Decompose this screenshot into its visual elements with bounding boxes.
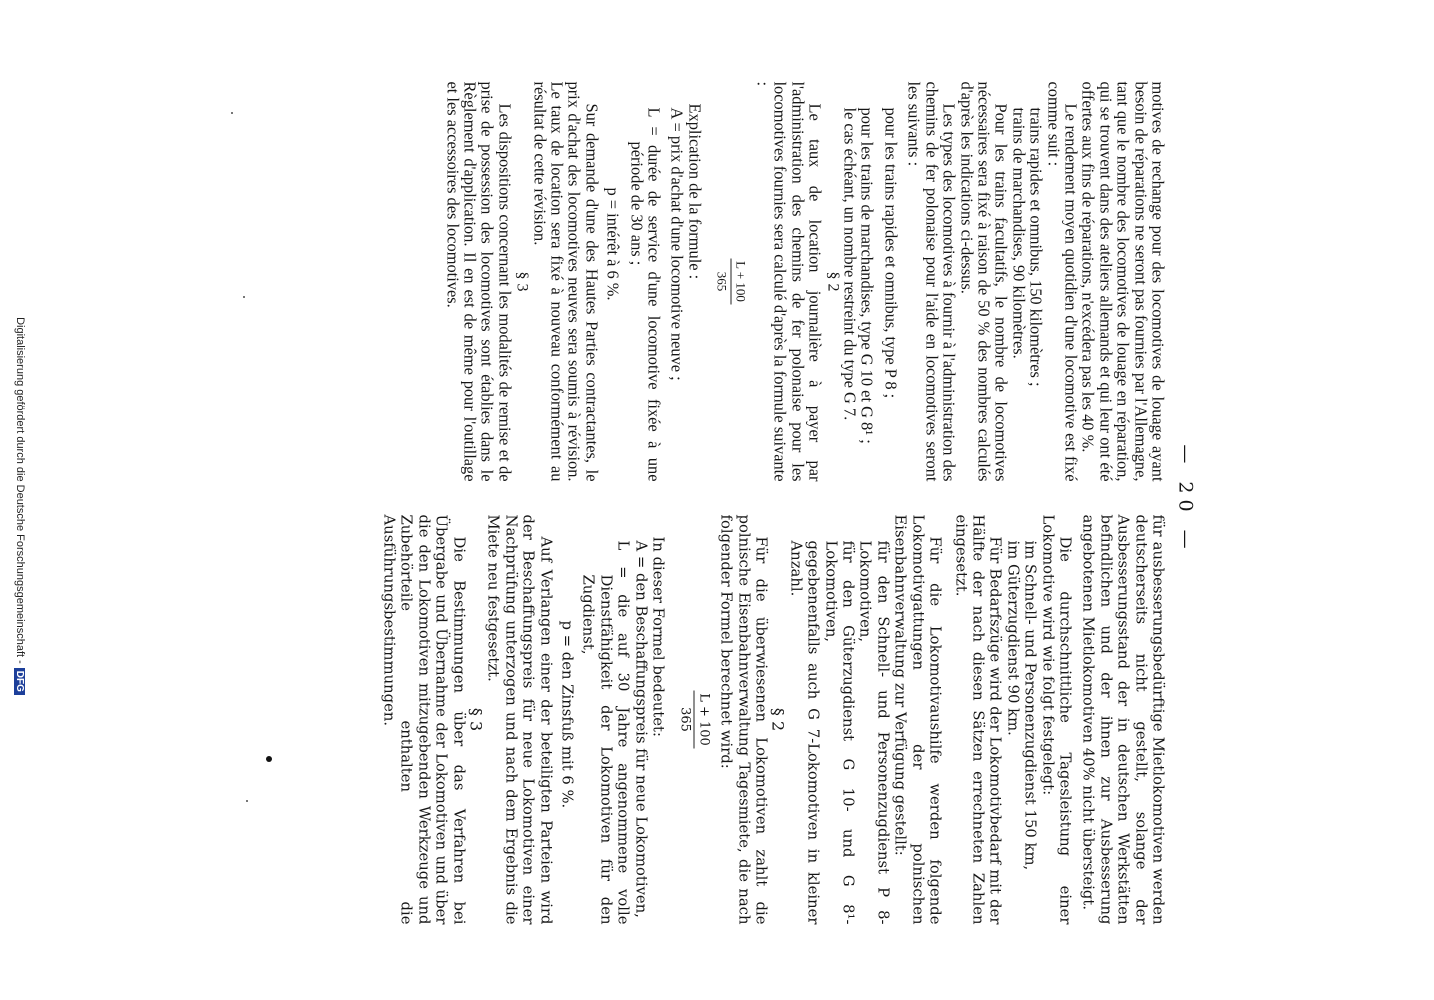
fr-paragraph: Les dispositions concernant les modalités de remise et de prise de possession des locomotives sont établies dans le Règlement d'application. Il en est de même pour l'outillage et les accessoires des locomotives.: [443, 81, 515, 482]
fr-definition: A = prix d'achat d'une locomotive neuve ;: [667, 107, 687, 381]
fr-list-item: pour les trains rapides et omnibus, type P 8 ;: [881, 107, 901, 399]
de-paragraph: In dieser Formel bedeutet:: [649, 536, 667, 737]
dfg-logo: DFG: [14, 668, 25, 695]
fr-formula: [713, 82, 749, 482]
de-formula: [677, 515, 713, 925]
scan-speck: [246, 800, 248, 802]
de-definition: p = den Zinsfuß mit 6 %.: [558, 620, 576, 809]
fr-list-item: trains rapides et omnibus, 150 kilomètres ;: [1026, 107, 1046, 387]
fr-definition: L = durée de service d'une locomotive fixée à une période de 30 ans ;: [627, 107, 664, 482]
german-column: [380, 515, 1166, 925]
de-list-item: gegebenenfalls auch G 7-Lokomotiven in kleiner Anzahl.: [787, 540, 822, 925]
french-column: [444, 82, 1167, 482]
fr-formula-fraction: [713, 258, 749, 305]
de-list-item: für den Schnell- und Personenzugdienst P 8-Lokomotiven,: [857, 540, 892, 925]
de-paragraph: für ausbesserungsbedürftige Mietlokomotiven werden deutscherseits nicht gestellt, solange der Ausbesserungsstand der in deutschen Werkstätten befindlichen und der ihnen zur Ausbesserung angebotenen Mietlokomotiven 40% nicht übersteigt.: [1079, 514, 1167, 925]
fr-definition: p = intérêt à 6 %.: [603, 187, 623, 301]
page-number: — 20 —: [1174, 444, 1197, 555]
de-formula-denominator: 365: [677, 707, 693, 732]
fr-paragraph: Les types des locomotives à fournir à l'administration des chemins de fer polonaise pour l'aide en locomotives seront les suivants :: [904, 81, 959, 482]
de-paragraph: Für die Lokomotivaushilfe werden folgende Lokomotivgattungen der polnischen Eisenbahnverwaltung zur Verfügung gestellt:: [891, 514, 944, 925]
fr-paragraph: Sur demande d'une des Hautes Parties contractantes, le prix d'achat des locomotives neuves sera soumis à révision. Le taux de location sera fixé à nouveau conformément au résultat de cette révision.: [530, 81, 602, 482]
de-list-item: für den Güterzugdienst G 10- und G 8¹-Lokomotiven,: [822, 540, 857, 925]
fr-paragraph: Le taux de location journalière à payer par l'administration des chemins de fer polonaise pour les locomotives fournies sera calculé d'après la formule suivante :: [753, 81, 825, 482]
fr-paragraph: Explication de la formule :: [685, 103, 705, 280]
fr-list-item: trains de marchandises, 90 kilomètres.: [1009, 107, 1029, 359]
de-section-heading: § 2: [768, 707, 788, 732]
de-definition: L = die auf 30 Jahre angenommene volle Dienstfähigkeit der Lokomotiven für den Zugdienst,: [579, 540, 632, 925]
scan-speck: [243, 296, 245, 298]
fr-list-item: le cas échéant, un nombre restreint du type G 7.: [840, 107, 860, 421]
de-paragraph: Für die überwiesenen Lokomotiven zahlt die polnische Eisenbahnverwaltung Tagesmiete, die nach folgender Formel berechnet wird:: [717, 514, 770, 925]
de-section-heading: § 3: [466, 707, 486, 732]
footer-text: Digitalisierung gefördert durch die Deutsche Forschungsgemeinschaft -: [14, 317, 26, 664]
fr-list-item: pour les trains de marchandises, type G 10 et G 8¹ ;: [858, 107, 877, 444]
fr-paragraph: motives de rechange pour des locomotives de louage ayant besoin de réparations ne seront pas fournies par l'Allemagne, tant que le nombre des locomotives de louage en réparation, qui se trouvent dans des ateliers allemands et qui leur ont été offertes aux fins de réparations, n'excédera pas les 40 %.: [1078, 81, 1168, 482]
fr-section-heading: § 3: [513, 271, 531, 292]
ink-dot: [266, 756, 272, 762]
fr-formula-denominator: 365: [714, 271, 730, 292]
scan-speck: [231, 112, 233, 114]
fr-paragraph: Le rendement moyen quotidien d'une locomotive est fixé comme suit :: [1044, 81, 1081, 482]
fr-section-heading: § 2: [824, 271, 842, 292]
de-definition: A = den Beschaffungspreis für neue Lokomotiven,: [632, 540, 650, 918]
de-formula-fraction: [677, 690, 713, 749]
rotated-page: [230, 60, 1205, 940]
digitization-footer: [14, 6, 26, 1000]
de-list-item: im Güterzugdienst 90 km.: [1004, 540, 1022, 736]
de-paragraph: Für Bedarfszüge wird der Lokomotivbedarf mit der Hälfte der nach diesen Sätzen errechneten Zahlen eingesetzt.: [952, 514, 1004, 925]
de-list-item: im Schnell- und Personenzugdienst 150 km,: [1021, 540, 1039, 871]
de-paragraph: Die Bestimmungen über das Verfahren bei Übergabe und Übernahme der Lokomotiven und über die den Lokomotiven mitzugebenden Werkzeuge und Zubehörteile enthalten die Ausführungsbestimmungen.: [380, 514, 468, 925]
fr-paragraph: Pour les trains facultatifs, le nombre de locomotives nécessaires sera fixé à raison de 50 % des nombres calculés d'après les indications ci-dessus.: [957, 81, 1011, 482]
de-formula-numerator: L + 100: [694, 690, 712, 749]
fr-formula-numerator: L + 100: [731, 258, 749, 305]
de-paragraph: Die durchschnittliche Tagesleistung einer Lokomotive wird wie folgt festgelegt:: [1039, 514, 1074, 925]
de-paragraph: Auf Verlangen einer der beteiligten Parteien wird der Beschaffungspreis für neue Lokomotiven einer Nachprüfung unterzogen und nach dem Ergebnis die Miete neu festgesetzt.: [484, 514, 555, 925]
